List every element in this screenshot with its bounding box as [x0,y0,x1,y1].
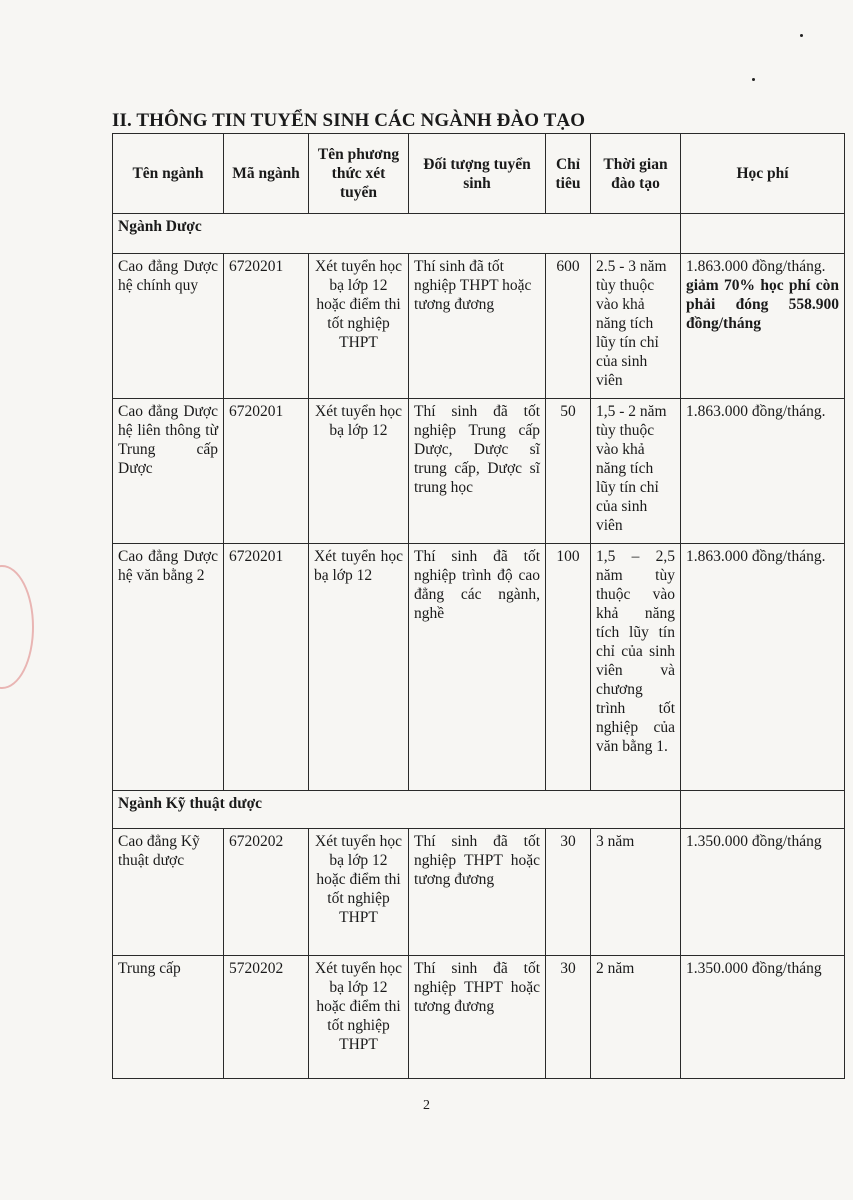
tuition-fee: 1.350.000 đồng/tháng [681,956,845,1079]
admission-method: Xét tuyển học bạ lớp 12 hoặc điểm thi tốt nghiệp THPT [309,254,409,399]
program-name: Cao đẳng Kỹ thuật dược [113,829,224,956]
table-row [113,956,845,1079]
training-duration: 3 năm [591,829,681,956]
section-row [113,791,845,829]
admission-target: Thí sinh đã tốt nghiệp Trung cấp Dược, Dược sĩ trung cấp, Dược sĩ trung học [409,399,546,544]
program-code: 6720201 [224,254,309,399]
tuition-fee: 1.863.000 đồng/tháng. [681,399,845,544]
tuition-fee-cell [681,254,845,399]
page-number: 2 [423,1098,430,1113]
table-header-row [113,134,845,214]
program-code: 6720201 [224,544,309,791]
section-title: Ngành Kỹ thuật dược [113,791,681,829]
tuition-fee: 1.350.000 đồng/tháng [681,829,845,956]
section-row [113,214,845,254]
program-name: Trung cấp [113,956,224,1079]
program-code: 5720202 [224,956,309,1079]
quota: 100 [546,544,591,791]
quota: 30 [546,829,591,956]
tuition-fee: 1.863.000 đồng/tháng. [681,544,845,791]
column-header: Thời gian đào tạo [591,134,681,214]
scan-speck [752,78,755,81]
training-duration: 1,5 - 2 năm tùy thuộc vào khả năng tích lũy tín chỉ của sinh viên [591,399,681,544]
column-header: Đối tượng tuyển sinh [409,134,546,214]
training-duration: 2.5 - 3 năm tùy thuộc vào khả năng tích lũy tín chỉ của sinh viên [591,254,681,399]
column-header: Học phí [681,134,845,214]
table-row [113,544,845,791]
empty-cell [681,791,845,829]
tuition-discount-note: giảm 70% học phí còn phải đóng 558.900 đồng/tháng [686,277,839,332]
quota: 30 [546,956,591,1079]
scan-speck [800,34,803,37]
admission-target: Thí sinh đã tốt nghiệp THPT hoặc tương đương [409,254,546,399]
program-name: Cao đẳng Dược hệ văn bằng 2 [113,544,224,791]
column-header: Chỉ tiêu [546,134,591,214]
column-header: Mã ngành [224,134,309,214]
table-row [113,399,845,544]
program-code: 6720202 [224,829,309,956]
admission-method: Xét tuyển học bạ lớp 12 hoặc điểm thi tốt nghiệp THPT [309,829,409,956]
training-duration: 2 năm [591,956,681,1079]
admission-target: Thí sinh đã tốt nghiệp THPT hoặc tương đương [409,829,546,956]
quota: 600 [546,254,591,399]
column-header: Tên phương thức xét tuyển [309,134,409,214]
admission-target: Thí sinh đã tốt nghiệp THPT hoặc tương đương [409,956,546,1079]
admission-method: Xét tuyển học bạ lớp 12 [309,399,409,544]
admission-method: Xét tuyển học bạ lớp 12 [309,544,409,791]
table-row [113,829,845,956]
empty-cell [681,214,845,254]
admissions-table [112,133,845,1079]
quota: 50 [546,399,591,544]
program-name: Cao đẳng Dược hệ chính quy [113,254,224,399]
training-duration: 1,5 – 2,5 năm tùy thuộc vào khả năng tích lũy tín chỉ của sinh viên và chương trình tốt nghiệp của văn bằng 1. [591,544,681,791]
program-name: Cao đẳng Dược hệ liên thông từ Trung cấp Dược [113,399,224,544]
program-code: 6720201 [224,399,309,544]
tuition-fee: 1.863.000 đồng/tháng. [686,258,826,275]
column-header: Tên ngành [113,134,224,214]
red-stamp-mark [0,565,34,689]
section-heading: II. THÔNG TIN TUYỂN SINH CÁC NGÀNH ĐÀO TẠO [112,110,586,131]
table-row [113,254,845,399]
section-title: Ngành Dược [113,214,681,254]
admission-target: Thí sinh đã tốt nghiệp trình độ cao đẳng các ngành, nghề [409,544,546,791]
admission-method: Xét tuyển học bạ lớp 12 hoặc điểm thi tốt nghiệp THPT [309,956,409,1079]
